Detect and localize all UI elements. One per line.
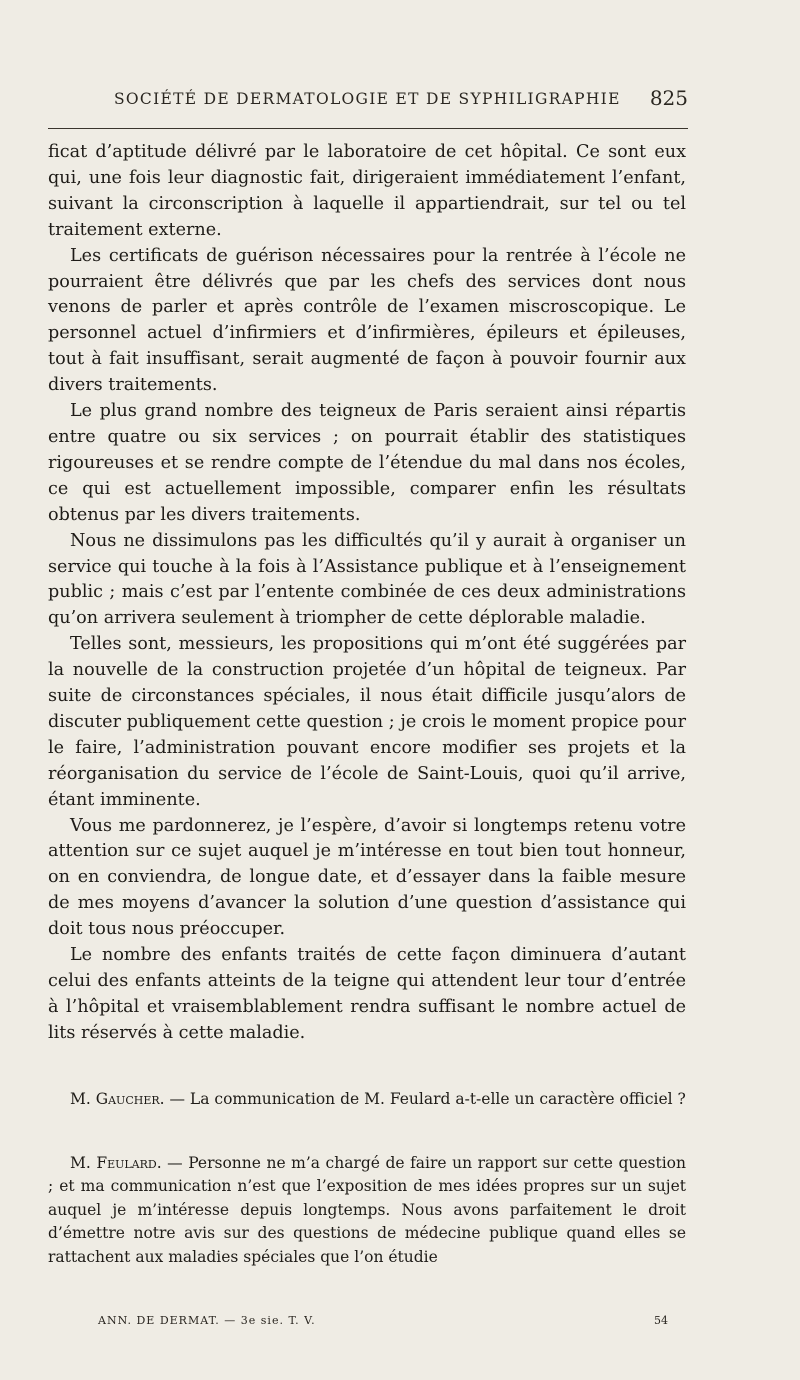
speaker-name: M. Gaucher. bbox=[70, 1090, 165, 1108]
body-text bbox=[48, 140, 686, 1047]
paragraph: Le plus grand nombre des teigneux de Paris seraient ainsi répartis entre quatre ou six services ; on pourrait établir des statistiques rigoureuses et se rendre compte de l’étendue du mal dans nos écoles, ce qui est actuellement impossible, comparer enfin les résultats obtenus par les divers traitements. bbox=[48, 401, 686, 525]
discussion-gaucher bbox=[48, 1088, 686, 1111]
speech-paragraph bbox=[48, 1088, 686, 1111]
speaker-name: M. Feulard. bbox=[70, 1154, 162, 1172]
signature-number: 54 bbox=[654, 1314, 668, 1327]
paragraph: Le nombre des enfants traités de cette façon diminuera d’autant celui des enfants atteints de la teigne qui attendent leur tour d’entrée à l’hôpital et vraisemblablement rendra suffisant le nombre actuel de lits réservés à cette maladie. bbox=[48, 945, 686, 1043]
running-head bbox=[48, 86, 688, 116]
speech-paragraph bbox=[48, 1152, 686, 1269]
page-footer bbox=[48, 1314, 668, 1334]
discussion-feulard bbox=[48, 1152, 686, 1269]
journal-signature: ANN. DE DERMAT. — 3e sie. T. V. bbox=[98, 1314, 316, 1327]
header-rule bbox=[48, 128, 688, 129]
paragraph: Vous me pardonnerez, je l’espère, d’avoir si longtemps retenu votre attention sur ce sujet auquel je m’intéresse en tout bien tout honneur, on en conviendra, de longue date, et d’essayer dans la faible mesure de mes moyens d’avancer la solution d’une question d’assistance qui doit tous nous préoccuper. bbox=[48, 815, 686, 940]
page-number: 825 bbox=[649, 86, 688, 110]
paragraph-continuation: ficat d’aptitude délivré par le laboratoire de cet hôpital. Ce sont eux qui, une fois leur diagnostic fait, dirigeraient immédiatement l’enfant, suivant la circonscription à laquelle il appartiendrait, sur tel ou tel traitement externe. bbox=[48, 142, 686, 240]
paragraph: Les certificats de guérison nécessaires pour la rentrée à l’école ne pourraient être délivrés que par les chefs des services dont nous venons de parler et après contrôle de l’examen miscroscopique. Le personnel actuel d’infirmiers et d’infirmières, épileurs et épileuses, tout à fait insuffisant, serait augmenté de façon à pouvoir fournir aux divers traitements. bbox=[48, 245, 686, 396]
speech-text: — La communication de M. Feulard a-t-elle un caractère officiel ? bbox=[164, 1090, 686, 1108]
paragraph: Nous ne dissimulons pas les difficultés qu’il y aurait à organiser un service qui touche à la fois à l’Assistance publique et à l’enseignement public ; mais c’est par l’entente combinée de ces deux administrations qu’on arrivera seulement à triompher de cette déplorable maladie. bbox=[48, 530, 686, 629]
paragraph: Telles sont, messieurs, les propositions qui m’ont été suggérées par la nouvelle de la construction projetée d’un hôpital de teigneux. Par suite de circonstances spéciales, il nous était difficile jusqu’alors de discuter publiquement cette question ; je crois le moment propice pour le faire, l’administration pouvant encore modifier ses projets et la réorganisation du service de l’école de Saint-Louis, quoi qu’il arrive, étant imminente. bbox=[48, 634, 686, 810]
running-head-title: SOCIÉTÉ DE DERMATOLOGIE ET DE SYPHILIGRAPHIE bbox=[114, 90, 621, 108]
speech-text: — Personne ne m’a chargé de faire un rapport sur cette question ; et ma communication n’est que l’exposition de mes idées propres sur un sujet auquel je m’intéresse depuis longtemps. Nous avons parfaitement le droit d’émettre notre avis sur des questions de médecine publique quand elles se rattachent aux maladies spéciales que l’on étudie bbox=[48, 1154, 686, 1266]
